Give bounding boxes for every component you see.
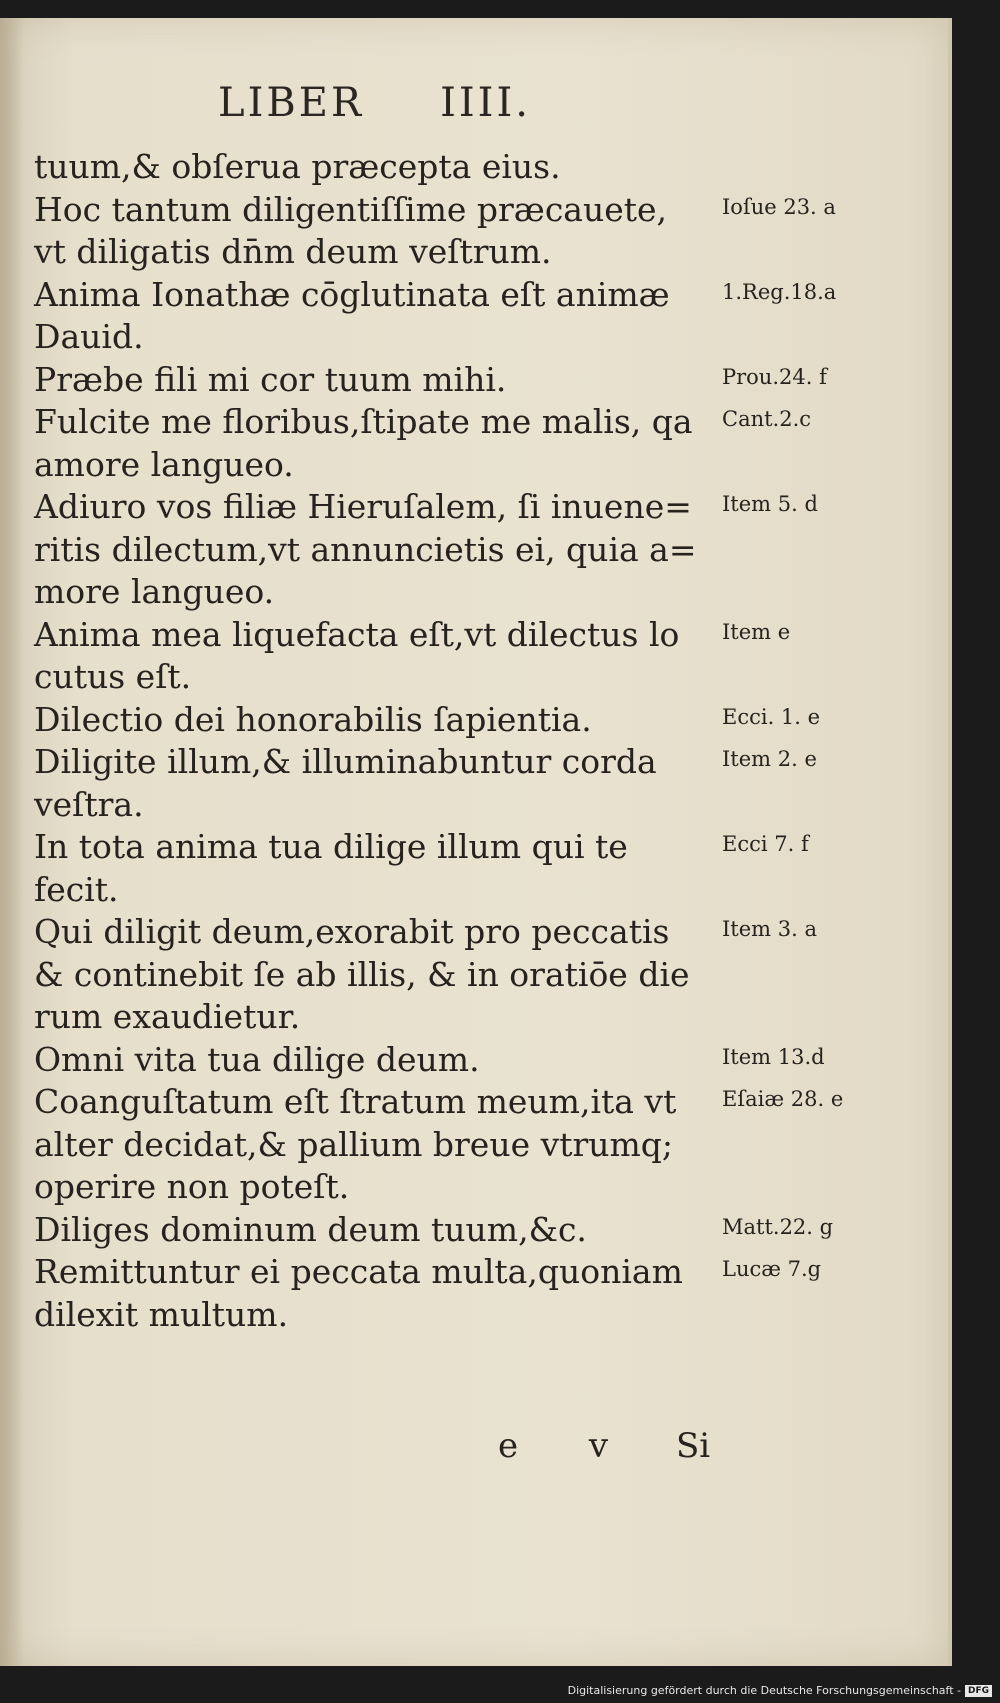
text-line: Remittuntur ei peccata multa,quoniam <box>34 1252 683 1291</box>
margin-reference: Item 5. d <box>722 492 818 516</box>
text-line: dilexit multum. <box>34 1294 289 1334</box>
text-line: more langueo. <box>34 572 275 611</box>
text-line: Qui diligit deum,exorabit pro peccatis <box>34 912 670 951</box>
text-line: & continebit ſe ab illis, & in oratiōe die <box>34 954 690 994</box>
text-line: Adiuro vos filiæ Hieruſalem, ſi inuene= <box>34 487 692 526</box>
margin-reference: Ioſue 23. a <box>722 194 836 219</box>
text-line: Præbe fili mi cor tuum mihi. <box>34 359 507 399</box>
text-line: Coanguſtatum eſt ſtratum meum,ita vt <box>34 1082 677 1121</box>
margin-reference: Prou.24. f <box>722 364 827 389</box>
text-line: alter decidat,& pallium breue vtrumq; <box>34 1124 674 1164</box>
margin-reference: Lucæ 7.g <box>722 1257 822 1281</box>
text-line: fecit. <box>34 869 119 909</box>
margin-reference: Item 2. e <box>722 747 817 771</box>
text-line: ritis dilectum,vt annuncietis ei, quia a= <box>34 529 697 569</box>
text-line: amore langueo. <box>34 444 294 484</box>
page-spine-shadow <box>0 18 24 1666</box>
text-line: veſtra. <box>34 784 144 824</box>
margin-reference: Cant.2.c <box>722 407 812 431</box>
text-line: operire non poteſt. <box>34 1167 350 1206</box>
text-line: Dauid. <box>34 317 144 356</box>
catchword: Si <box>676 1426 711 1466</box>
text-line: Omni vita tua dilige deum. <box>34 1039 480 1079</box>
text-line: Hoc tantum diligentiſſime præcauete, <box>34 189 668 229</box>
margin-reference: 1.Reg.18.a <box>722 279 837 304</box>
dfg-logo: DFG <box>965 1685 992 1697</box>
book-page <box>0 18 952 1666</box>
margin-reference: Item 3. a <box>722 917 817 941</box>
text-line: Dilectio dei honorabilis ſapientia. <box>34 699 592 739</box>
text-line: Diligite illum,& illuminabuntur corda <box>34 742 657 781</box>
text-line: vt diligatis dn̄m deum veſtrum. <box>34 232 552 271</box>
margin-reference: Eſaiæ 28. e <box>722 1087 844 1111</box>
footer-credit: Digitalisierung gefördert durch die Deutsche Forschungsgemeinschaft - <box>567 1684 961 1697</box>
header-number: IIII. <box>440 80 531 126</box>
margin-reference: Item 13.d <box>722 1044 825 1069</box>
margin-reference: Ecci. 1. e <box>722 704 821 729</box>
header-title: LIBER <box>218 80 365 126</box>
text-line: cutus eſt. <box>34 657 192 696</box>
text-line: Anima mea liquefacta eſt,vt dilectus lo <box>34 614 680 654</box>
margin-reference: Matt.22. g <box>722 1214 834 1239</box>
text-line: rum exaudietur. <box>34 997 301 1036</box>
text-line: Diliges dominum deum tuum,&c. <box>34 1209 587 1249</box>
text-line: In tota anima tua dilige illum qui te <box>34 827 628 866</box>
signature-mark: e v <box>498 1426 639 1466</box>
margin-reference: Item e <box>722 619 791 644</box>
margin-reference: Ecci 7. f <box>722 832 809 856</box>
digitization-footer <box>568 1684 992 1697</box>
running-header <box>218 80 531 126</box>
text-line: Anima Ionathæ cōglutinata eſt animæ <box>34 274 670 314</box>
text-line: tuum,& obſerua præcepta eius. <box>34 147 561 186</box>
text-line: Fulcite me floribus,ſtipate me malis, qa <box>34 402 693 441</box>
